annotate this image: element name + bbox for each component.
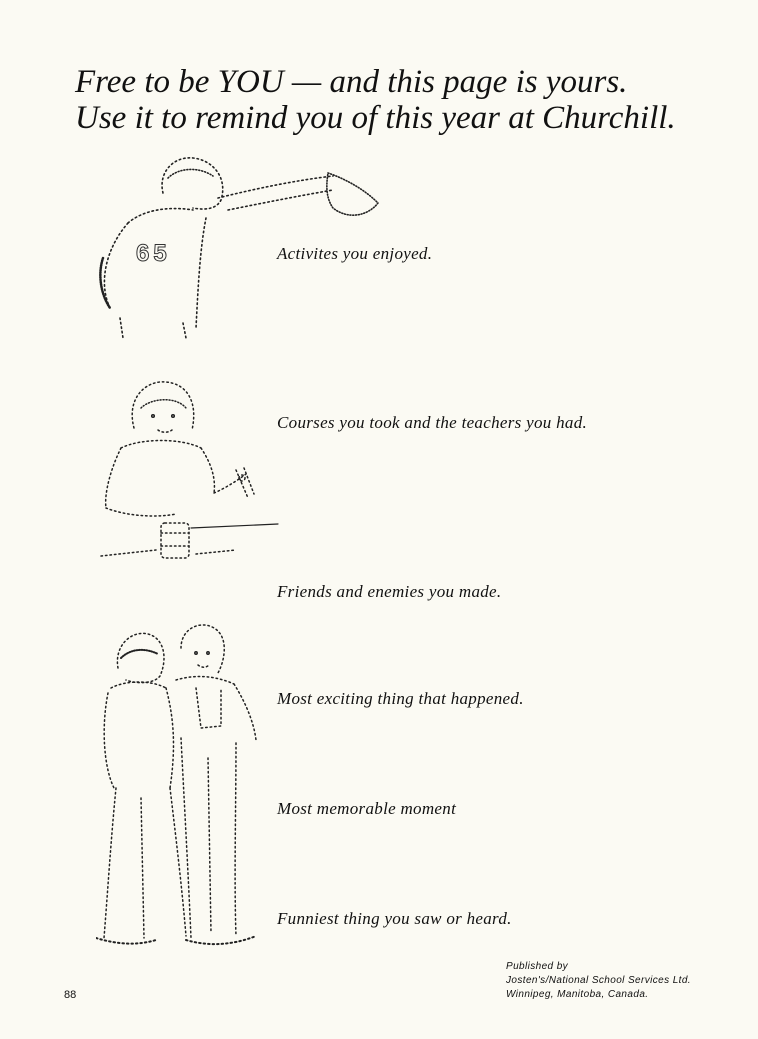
page-heading — [75, 64, 745, 136]
prompt-activities: Activites you enjoyed. — [277, 244, 433, 263]
page-number: 88 — [64, 989, 77, 1001]
publisher-credit — [506, 960, 691, 1002]
heading-line-2: Use it to remind you of this year at Churchill. — [75, 100, 676, 136]
prompt-funniest-thing: Funniest thing you saw or heard. — [277, 909, 512, 928]
jersey-number: 65 — [136, 240, 171, 267]
publisher-line-2: Josten's/National School Services Ltd. — [506, 975, 691, 986]
prompt-courses: Courses you took and the teachers you had. — [277, 413, 588, 432]
publisher-line-1: Published by — [506, 961, 569, 972]
prompt-friends: Friends and enemies you made. — [277, 582, 502, 601]
student-at-desk-illustration — [96, 378, 281, 563]
two-friends-illustration — [96, 618, 271, 953]
prompt-exciting-thing: Most exciting thing that happened. — [277, 689, 524, 708]
publisher-line-3: Winnipeg, Manitoba, Canada. — [506, 989, 649, 1000]
heading-line-1: Free to be YOU — and this page is yours. — [75, 64, 628, 100]
prompt-memorable-moment: Most memorable moment — [277, 799, 457, 818]
